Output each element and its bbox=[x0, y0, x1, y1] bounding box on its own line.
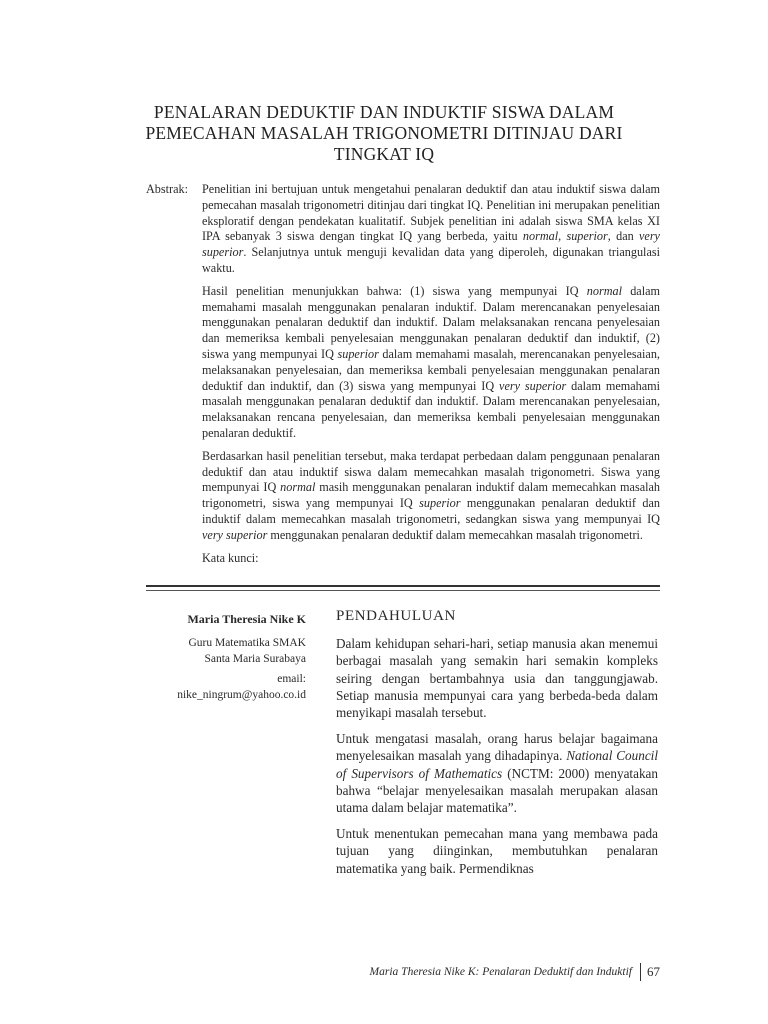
italic-term: normal bbox=[280, 480, 316, 495]
section-heading: PENDAHULUAN bbox=[336, 608, 456, 624]
text-run: masih menggunakan penalaran induktif dalam memecahkan masalah trigonometri, siswa yang mempunyai IQ bbox=[202, 480, 660, 511]
text-run: Untuk mengatasi masalah, orang harus belajar bagaimana menyelesaikan masalah yang dihadapinya. bbox=[336, 731, 658, 764]
italic-term: National Council of Supervisors of Mathematics bbox=[336, 748, 658, 781]
text-run: dalam memahami masalah menggunakan penalaran deduktif dan induktif. Dalam merencanakan penyelesaian, melaksanakan rencana penyelesaian, dan memeriksa kembali penyelesaian menggunakan penalaran deduktif. bbox=[202, 378, 660, 440]
abstract-paragraph bbox=[202, 284, 660, 442]
abstract-paragraph bbox=[202, 449, 660, 544]
author-affiliation bbox=[150, 635, 306, 667]
author-name: Maria Theresia Nike K bbox=[187, 612, 306, 626]
running-title: Maria Theresia Nike K: Penalaran Deduktif dan Induktif bbox=[369, 966, 632, 978]
italic-term: superior bbox=[566, 229, 608, 244]
paper-title bbox=[120, 102, 648, 165]
text-run: Berdasarkan hasil penelitian tersebut, maka terdapat perbedaan dalam penggunaan penalaran deduktif dan atau induktif siswa dalam memecahkan masalah trigonometri. Siswa yang mempunyai IQ bbox=[202, 448, 660, 495]
body-paragraph: Dalam kehidupan sehari-hari, setiap manusia akan menemui berbagai masalah yang semakin hari semakin kompleks seiring dengan bertambahnya usia dan tanggungjawab. Setiap manusia mempunyai cara yang berbeda-beda dalam menyikapi masalah tersebut. bbox=[336, 636, 658, 721]
italic-term: very superior bbox=[202, 527, 268, 542]
italic-term: very superior bbox=[499, 378, 567, 393]
text-run: , bbox=[558, 229, 567, 244]
author-email[interactable]: nike_ningrum@yahoo.co.id bbox=[177, 689, 306, 701]
italic-term: superior bbox=[337, 346, 379, 361]
page-footer bbox=[370, 963, 660, 981]
text-run: Penelitian ini bertujuan untuk mengetahui penalaran deduktif dan atau induktif siswa dalam pemecahan masalah trigonometri ditinjau dari tingkat IQ. Penelitian ini merupakan penelitian eksploratif dengan pendekatan kualitatif. Subjek penelitian ini adalah siswa SMA kelas XI IPA sebanyak 3 siswa dengan tingkat IQ yang berbeda, yaitu bbox=[202, 182, 660, 244]
footer-divider bbox=[640, 963, 641, 981]
abstract bbox=[146, 182, 660, 573]
affiliation-line: Guru Matematika SMAK bbox=[188, 637, 306, 649]
keywords: Kata kunci: bbox=[202, 550, 259, 565]
text-run: , dan bbox=[607, 229, 639, 244]
text-run: . Selanjutnya untuk menguji kevalidan data yang diperoleh, digunakan triangulasi waktu. bbox=[202, 245, 660, 275]
abstract-label: Abstrak: bbox=[146, 182, 188, 196]
text-run: dalam memahami masalah menggunakan penalaran induktif. Dalam merencanakan penyelesaian menggunakan penalaran deduktif dan induktif. Dalam melaksanakan rencana penyelesaian dan memeriksa kembali penyelesaian menggunakan penalaran deduktif dan induktif, (2) siswa yang mempunyai IQ bbox=[202, 283, 660, 361]
abstract-paragraph bbox=[202, 182, 660, 277]
title-line: TINGKAT IQ bbox=[333, 144, 435, 164]
author-info bbox=[150, 611, 306, 703]
text-run: menggunakan penalaran deduktif dan induktif dalam memecahkan masalah trigonometri, sedangkan siswa yang mempunyai IQ bbox=[202, 496, 660, 526]
email-label: email: bbox=[277, 673, 306, 685]
italic-term: very superior bbox=[202, 229, 660, 260]
text-run: dalam memahami masalah, merencanakan penyelesaian, melaksanakan penyelesaian, dan memeriksa kembali penyelesaian menggunakan penalaran deduktif dan induktif, dan (3) siswa yang mempunyai IQ bbox=[202, 346, 660, 393]
page-number: 67 bbox=[647, 964, 660, 979]
text-run: Hasil penelitian menunjukkan bahwa: (1) siswa yang mempunyai IQ bbox=[202, 283, 587, 298]
section-divider bbox=[146, 585, 660, 587]
text-run: menggunakan penalaran deduktif dalam memecahkan masalah trigonometri. bbox=[267, 527, 643, 542]
text-run: (NCTM: 2000) menyatakan bahwa “belajar menyelesaikan masalah merupakan alasan utama dalam belajar matematika”. bbox=[336, 765, 658, 816]
body-paragraph: Untuk menentukan pemecahan mana yang membawa pada tujuan yang diinginkan, membutuhkan penalaran matematika yang baik. Permendiknas bbox=[336, 826, 658, 876]
title-line: PENALARAN DEDUKTIF DAN INDUKTIF SISWA DALAM bbox=[153, 102, 615, 122]
italic-term: normal bbox=[586, 283, 622, 298]
section-divider bbox=[146, 590, 660, 591]
affiliation-line: Santa Maria Surabaya bbox=[204, 653, 306, 665]
abstract-body bbox=[202, 182, 660, 566]
italic-term: superior bbox=[419, 496, 461, 511]
introduction-section bbox=[336, 608, 658, 886]
body-paragraph bbox=[336, 730, 658, 816]
title-line: PEMECAHAN MASALAH TRIGONOMETRI DITINJAU DARI bbox=[145, 123, 623, 143]
italic-term: normal bbox=[522, 229, 559, 244]
